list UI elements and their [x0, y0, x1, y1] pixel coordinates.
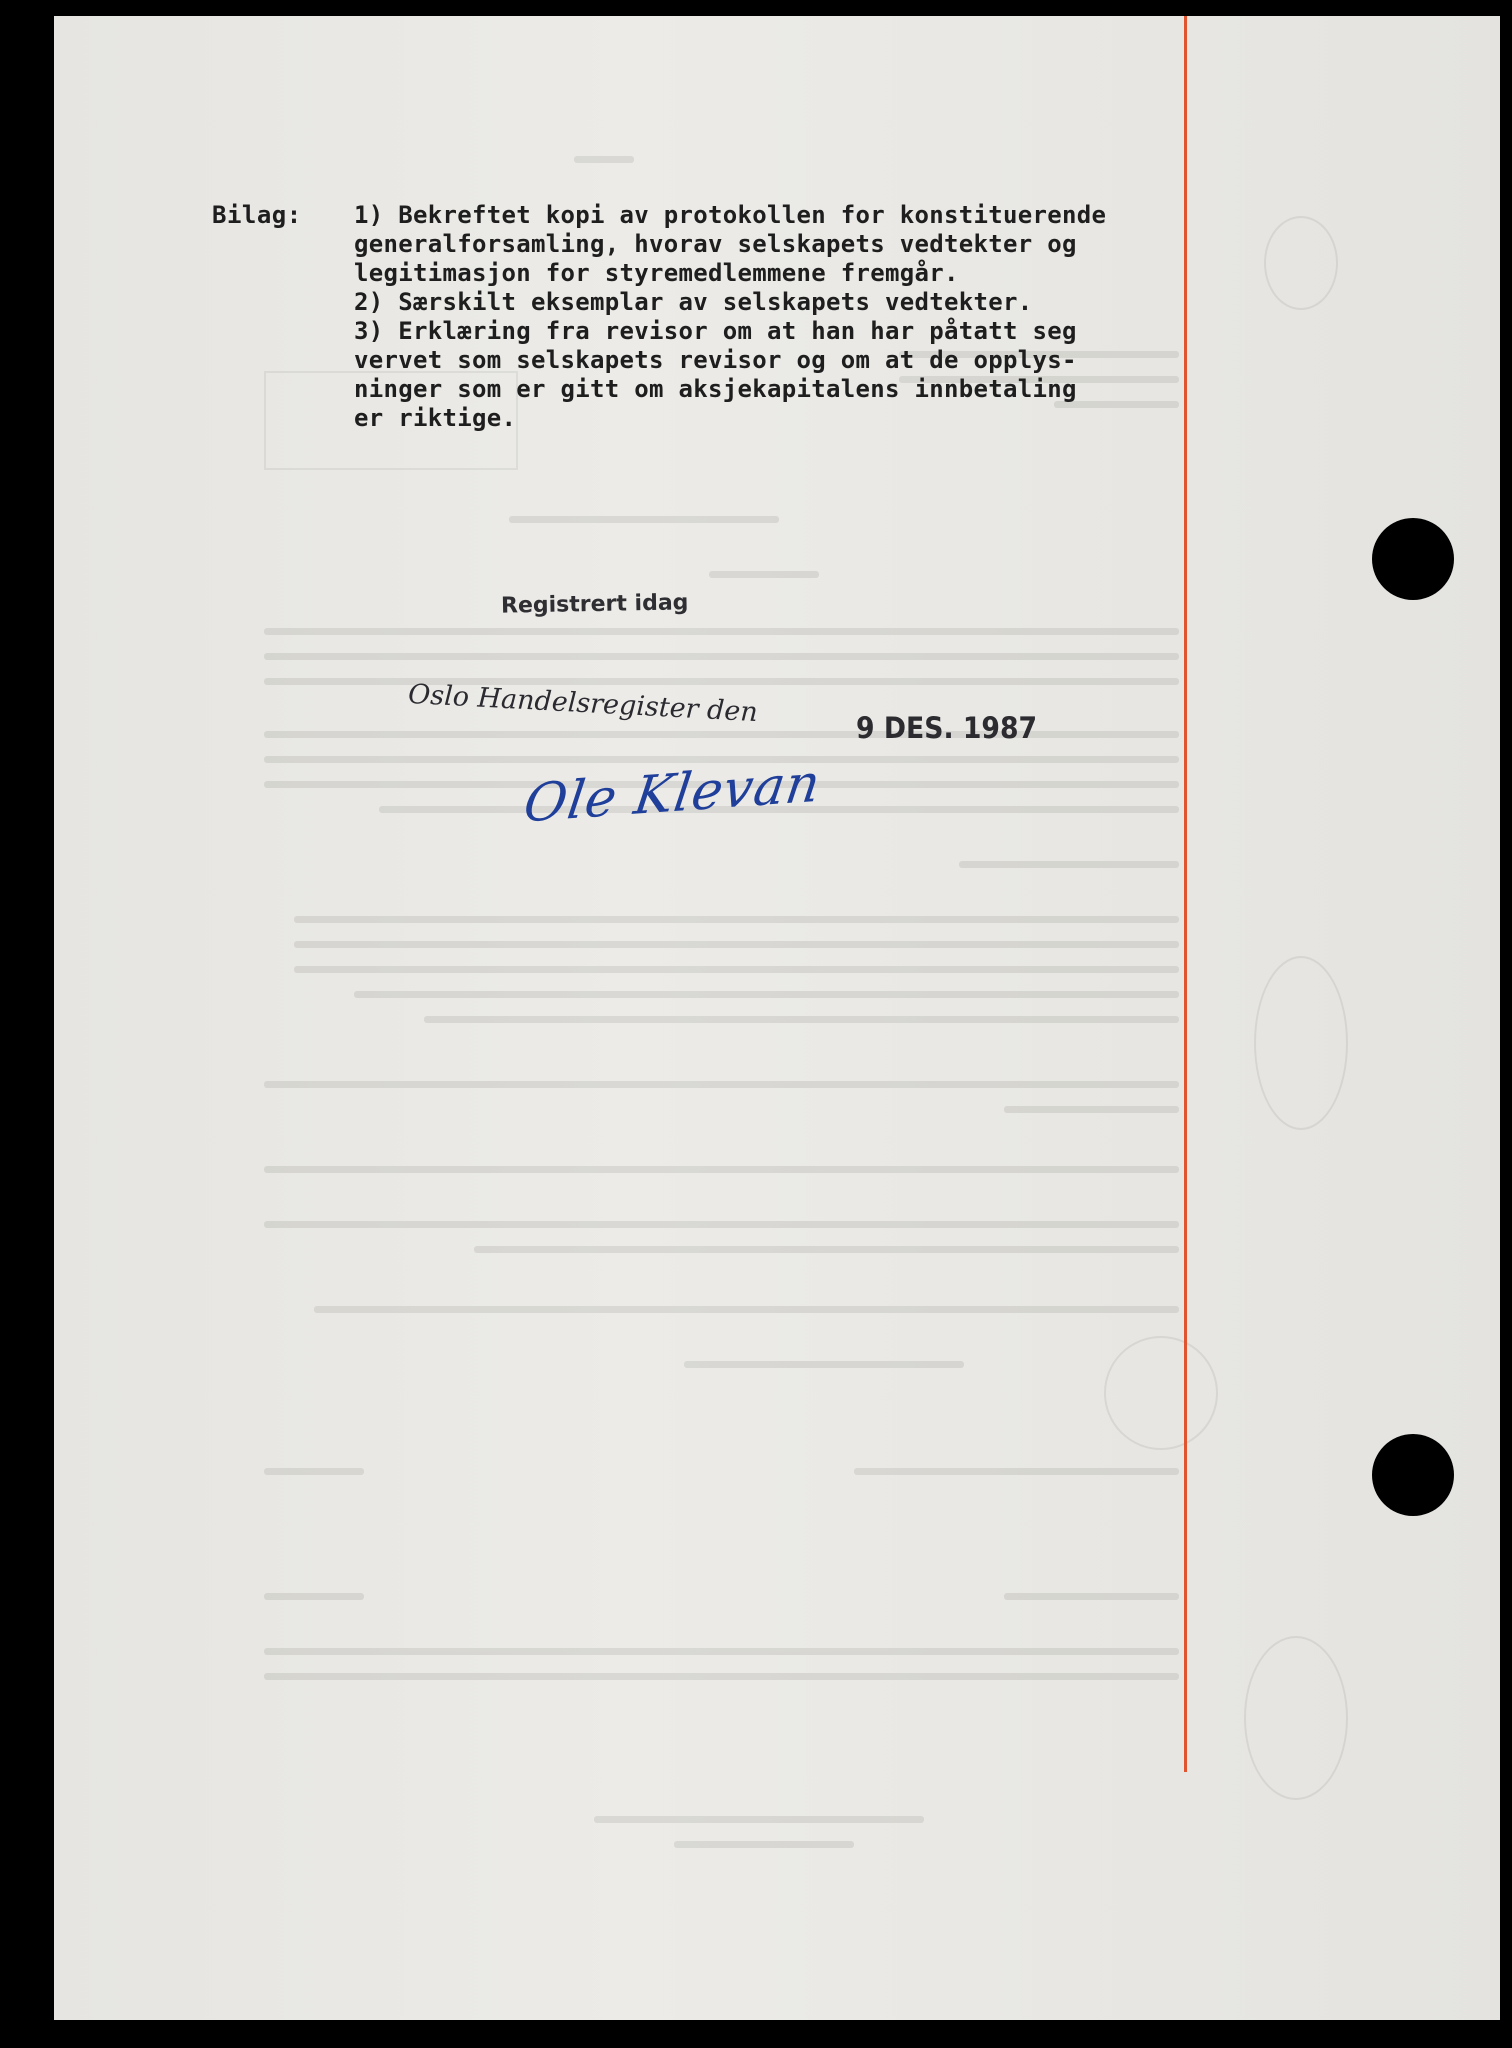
- registered-stamp: Registrert idag: [500, 590, 689, 619]
- registration-date-stamp: 9 DES. 1987: [856, 711, 1038, 745]
- attachment-line: legitimasjon for styremedlemmene fremgår.: [354, 259, 959, 287]
- punch-hole-top: [1372, 518, 1454, 600]
- attachment-line: vervet som selskapets revisor og om at de opplys-: [354, 346, 1077, 374]
- handwritten-signature: Ole Klevan: [520, 753, 825, 835]
- attachments-list: [354, 201, 1184, 433]
- attachment-line: 2) Særskilt eksemplar av selskapets vedtekter.: [354, 288, 1033, 316]
- attachment-line: 1) Bekreftet kopi av protokollen for konstituerende: [354, 201, 1107, 229]
- punch-hole-bottom: [1372, 1434, 1454, 1516]
- attachment-line: 3) Erklæring fra revisor om at han har påtatt seg: [354, 317, 1077, 345]
- register-office-stamp: Oslo Handelsregister den: [407, 678, 759, 729]
- attachment-line: er riktige.: [354, 404, 517, 432]
- attachment-line: ninger som er gitt om aksjekapitalens innbetaling: [354, 375, 1077, 403]
- attachment-line: generalforsamling, hvorav selskapets vedtekter og: [354, 230, 1077, 258]
- paper-sheet: [54, 16, 1500, 2020]
- attachments-label: Bilag:: [212, 201, 302, 229]
- margin-rule: [1184, 16, 1187, 1772]
